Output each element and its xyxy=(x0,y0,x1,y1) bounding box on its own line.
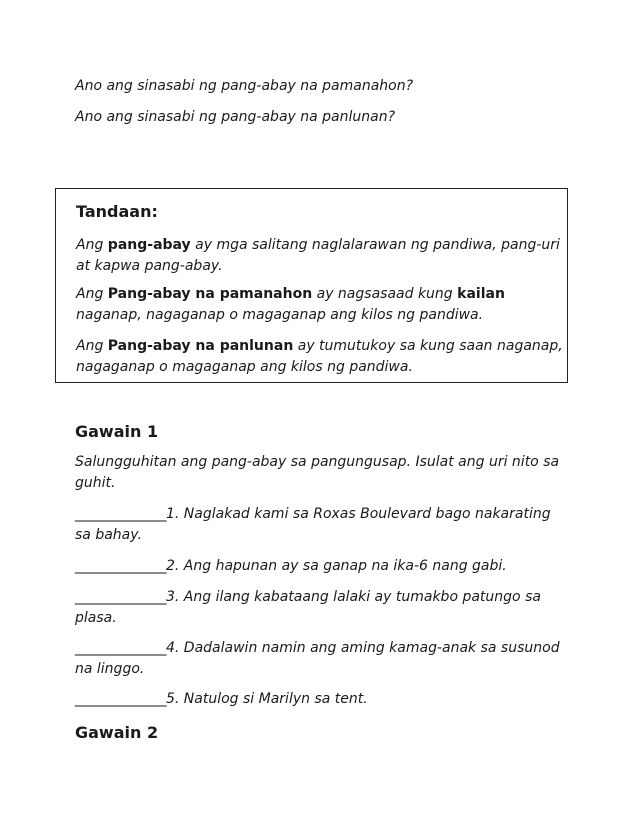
question-panlunan: Ano ang sinasabi ng pang-abay na panlunan? xyxy=(75,109,396,125)
item-text: 1. Naglakad kami sa Roxas Boulevard bago nakarating sa bahay. xyxy=(75,506,551,543)
bold-term: pang-abay xyxy=(107,237,191,253)
item-text: 5. Natulog si Marilyn sa tent. xyxy=(166,691,368,707)
gawain-1-heading: Gawain 1 xyxy=(75,422,159,441)
answer-blank: ______________ xyxy=(75,506,166,522)
exercise-item xyxy=(75,689,560,710)
tandaan-paragraph-pang-abay xyxy=(76,235,564,277)
bold-term: Pang-abay na pamanahon xyxy=(107,286,313,302)
text-fragment: ay tumutukoy sa kung saan naganap, nagaganap o magaganap ang kilos ng pandiwa. xyxy=(76,338,563,375)
bold-term: Pang-abay na panlunan xyxy=(107,338,294,354)
item-text: 3. Ang ilang kabataang lalaki ay tumakbo patungo sa plasa. xyxy=(75,589,541,626)
question-pamanahon: Ano ang sinasabi ng pang-abay na pamanahon? xyxy=(75,78,414,94)
text-fragment: Ang xyxy=(76,286,108,302)
text-fragment: naganap, nagaganap o magaganap ang kilos ng pandiwa. xyxy=(76,307,484,323)
text-fragment: Ang xyxy=(76,338,108,354)
text-fragment: ay nagsasaad kung xyxy=(312,286,458,302)
answer-blank: ______________ xyxy=(75,558,166,574)
tandaan-box xyxy=(55,188,568,383)
item-text: 2. Ang hapunan ay sa ganap na ika-6 nang gabi. xyxy=(166,558,507,574)
answer-blank: ______________ xyxy=(75,589,166,605)
exercise-item xyxy=(75,504,560,546)
answer-blank: ______________ xyxy=(75,640,166,656)
bold-term: kailan xyxy=(457,286,505,302)
answer-blank: ______________ xyxy=(75,691,166,707)
gawain-2-heading: Gawain 2 xyxy=(75,723,159,742)
tandaan-paragraph-panlunan xyxy=(76,336,564,378)
exercise-item xyxy=(75,556,560,577)
text-fragment: Ang xyxy=(76,237,108,253)
tandaan-title: Tandaan: xyxy=(76,202,158,221)
exercise-item xyxy=(75,587,560,629)
tandaan-paragraph-pamanahon xyxy=(76,284,564,326)
text-fragment: ay mga salitang naglalarawan ng pandiwa, pang-uri at kapwa pang-abay. xyxy=(76,237,560,274)
gawain-1-instruction: Salungguhitan ang pang-abay sa pangungusap. Isulat ang uri nito sa guhit. xyxy=(75,454,560,491)
item-text: 4. Dadalawin namin ang aming kamag-anak sa susunod na linggo. xyxy=(75,640,560,677)
exercise-item xyxy=(75,638,560,680)
